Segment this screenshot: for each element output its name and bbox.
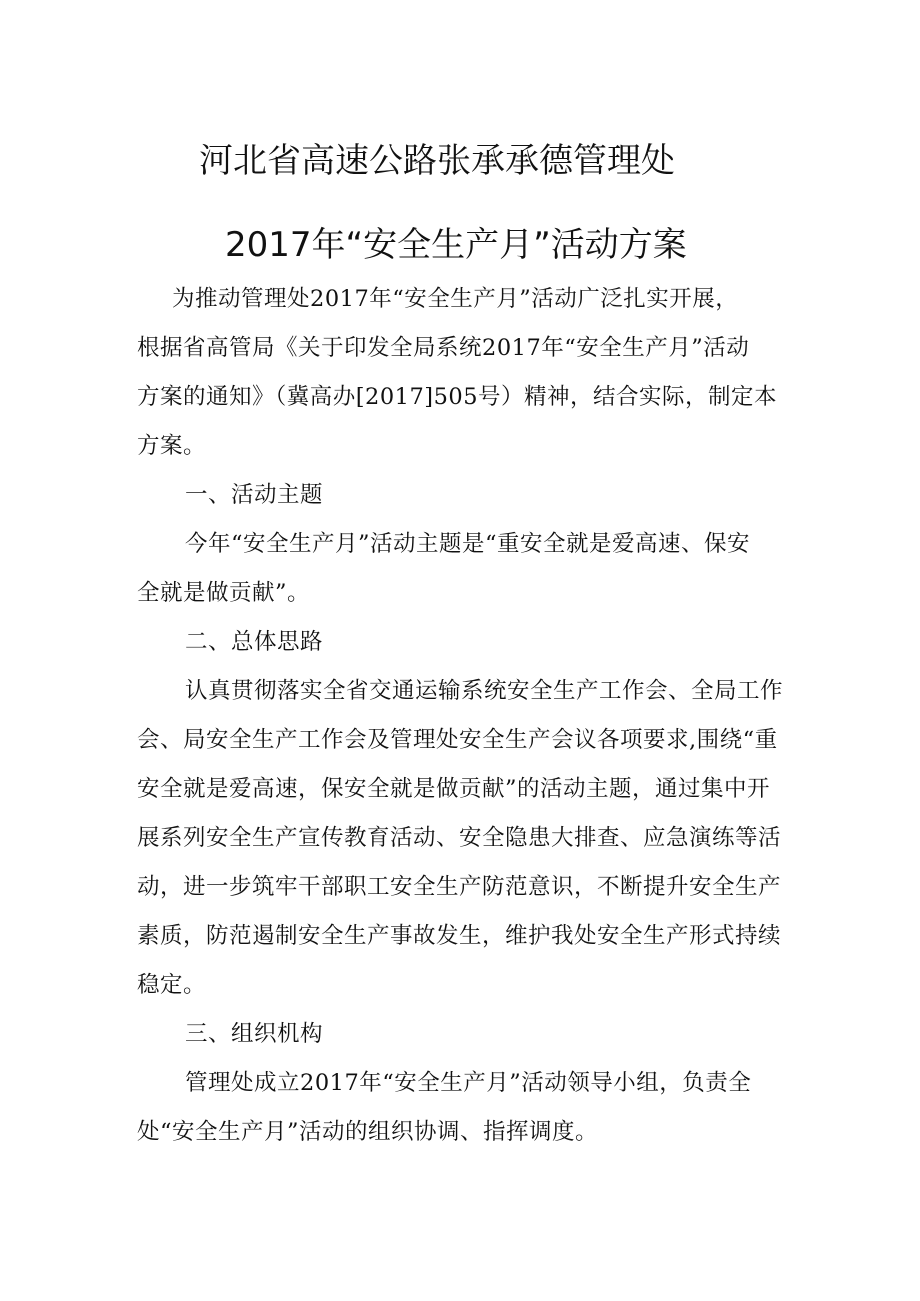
body-line: 方案的通知》（冀高办[2017]505号）精神，结合实际，制定本 xyxy=(137,384,778,410)
document-title-line-1: 河北省高速公路张承承德管理处 xyxy=(199,141,675,181)
body-line: 方案。 xyxy=(137,433,207,459)
body-line: 稳定。 xyxy=(137,972,207,998)
body-line: 管理处成立2017年“安全生产月”活动领导小组，负责全 xyxy=(185,1070,752,1096)
body-line: 素质，防范遏制安全生产事故发生，维护我处安全生产形式持续 xyxy=(137,923,782,949)
body-line: 会、局安全生产工作会及管理处安全生产会议各项要求,围绕“重 xyxy=(137,727,778,753)
body-line: 今年“安全生产月”活动主题是“重安全就是爱高速、保安 xyxy=(185,531,751,557)
body-line: 认真贯彻落实全省交通运输系统安全生产工作会、全局工作 xyxy=(185,678,784,704)
body-line: 展系列安全生产宣传教育活动、安全隐患大排查、应急演练等活 xyxy=(137,825,782,851)
body-line: 根据省高管局《关于印发全局系统2017年“安全生产月”活动 xyxy=(137,335,750,361)
body-line: 全就是做贡献”。 xyxy=(137,580,311,606)
section-heading-approach: 二、总体思路 xyxy=(185,629,324,655)
document-title-line-2: 2017年“安全生产月”活动方案 xyxy=(225,225,687,265)
body-line: 安全就是爱高速，保安全就是做贡献”的活动主题，通过集中开 xyxy=(137,776,771,802)
body-line: 处“安全生产月”活动的组织协调、指挥调度。 xyxy=(137,1119,599,1145)
section-heading-organization: 三、组织机构 xyxy=(185,1021,324,1047)
body-line: 为推动管理处2017年“安全生产月”活动广泛扎实开展， xyxy=(172,286,739,312)
section-heading-theme: 一、活动主题 xyxy=(185,482,324,508)
body-line: 动，进一步筑牢干部职工安全生产防范意识，不断提升安全生产 xyxy=(137,874,782,900)
